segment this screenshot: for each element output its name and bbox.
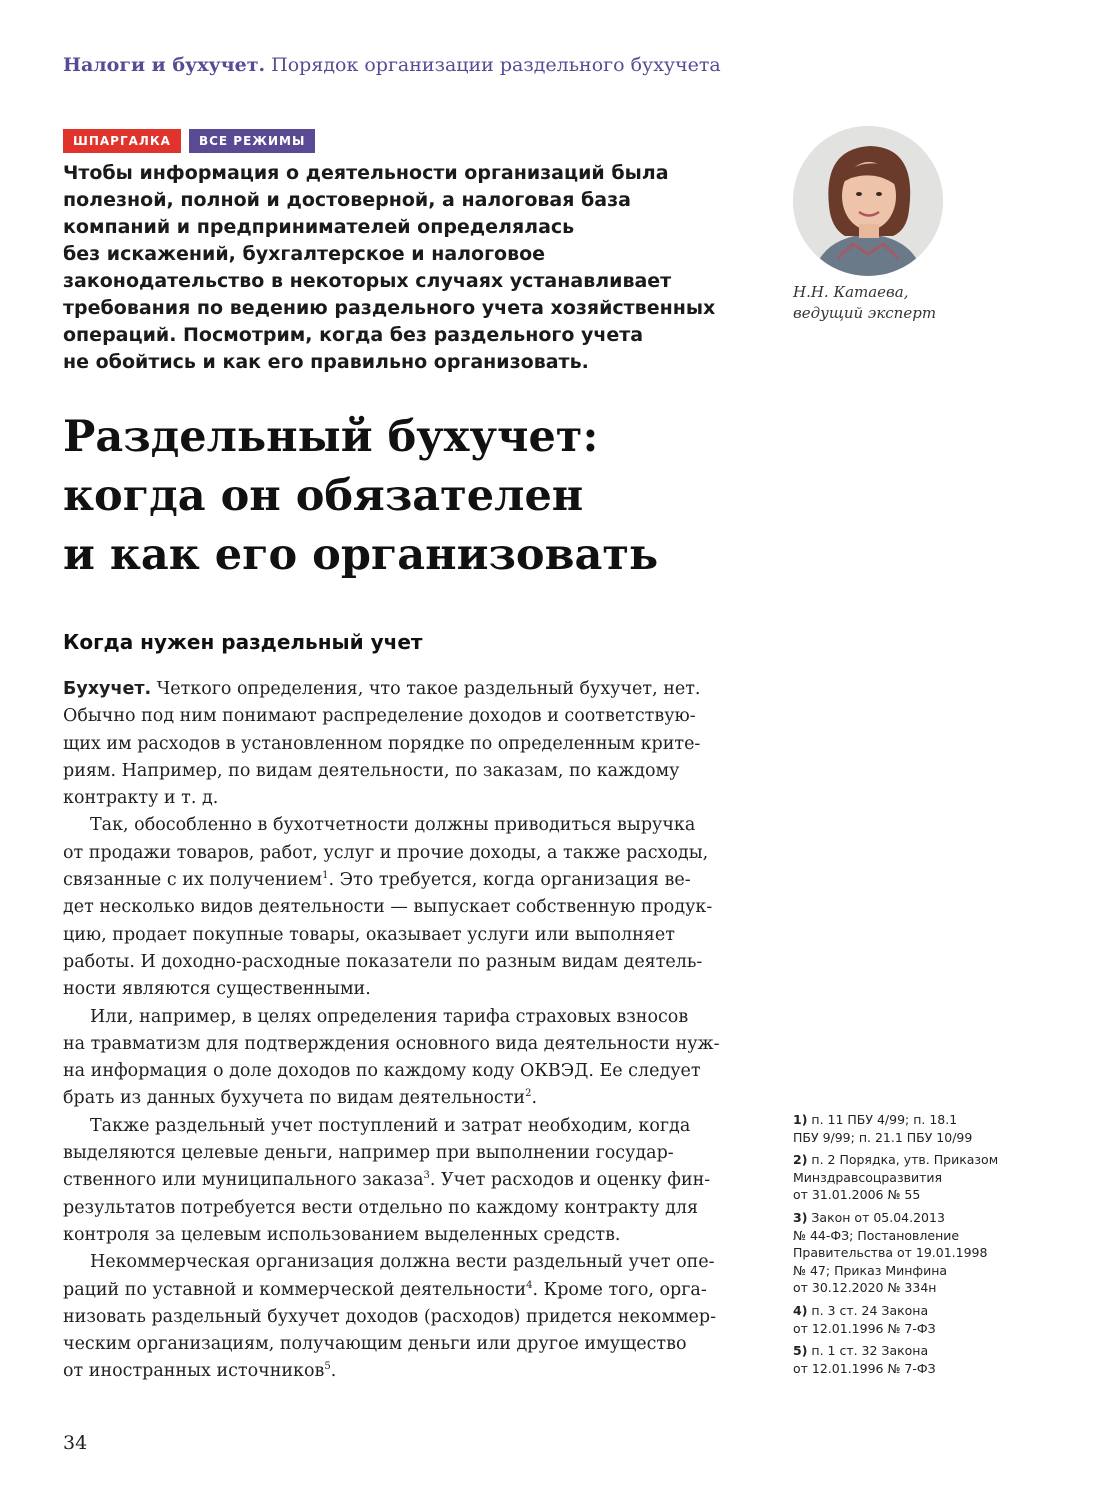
header-topic: Порядок организации раздельного бухучета bbox=[271, 54, 721, 76]
body-line: брать из данных бухучета по видам деятельности$^2$. bbox=[63, 1088, 538, 1109]
tag-row bbox=[63, 129, 315, 153]
body-line: контракту и т. д. bbox=[63, 788, 219, 809]
body-line: Так, обособленно в бухотчетности должны приводиться выручка bbox=[90, 815, 696, 836]
footnote-ref[interactable]: 1 bbox=[322, 870, 329, 882]
footnote-number: 2) bbox=[793, 1152, 808, 1168]
body-line: выделяются целевые деньги, например при выполнении государ- bbox=[63, 1143, 674, 1164]
footnote-ref[interactable]: 2 bbox=[525, 1088, 532, 1100]
lead-line: без искажений, бухгалтерское и налоговое bbox=[63, 243, 546, 265]
lead-line: операций. Посмотрим, когда без раздельного учета bbox=[63, 324, 644, 346]
author-role: ведущий эксперт bbox=[793, 304, 937, 322]
body-line: результатов потребуется вести отдельно по каждому контракту для bbox=[63, 1197, 699, 1218]
footnote-number: 1) bbox=[793, 1112, 808, 1127]
tag-cheatsheet: ШПАРГАЛКА bbox=[63, 129, 181, 153]
page-number: 34 bbox=[63, 1432, 88, 1454]
body-line: Некоммерческая организация должна вести раздельный учет опе- bbox=[90, 1252, 715, 1273]
footnote: 1) п. 11 ПБУ 4/99; п. 18.1 ПБУ 9/99; п. 21.1 ПБУ 10/99 bbox=[793, 1112, 973, 1145]
footnote: 5) п. 1 ст. 32 Закона от 12.01.1996 № 7-ФЗ bbox=[793, 1343, 936, 1376]
body-line: Или, например, в целях определения тарифа страховых взносов bbox=[90, 1006, 689, 1027]
body-line: Бухучет. Четкого определения, что такое раздельный бухучет, нет. bbox=[63, 679, 701, 699]
title-line: и как его организовать bbox=[63, 530, 659, 580]
lead-line: полезной, полной и достоверной, а налоговая база bbox=[63, 189, 631, 211]
running-header bbox=[63, 54, 963, 76]
body-line: на травматизм для подтверждения основного вида деятельности нуж- bbox=[63, 1033, 720, 1054]
footnote: 3) Закон от 05.04.2013 № 44-ФЗ; Постановление Правительства от 19.01.1998 № 47; Приказ Минфина от 30.12.2020 № 334н bbox=[793, 1209, 988, 1296]
footnotes bbox=[793, 1111, 1053, 1382]
lead-paragraph bbox=[63, 160, 763, 376]
footnote-number: 4) bbox=[793, 1302, 808, 1318]
footnote: 2) п. 2 Порядка, утв. Приказом Минздравсоцразвития от 31.01.2006 № 55 bbox=[793, 1152, 999, 1203]
body-line: Также раздельный учет поступлений и затрат необходим, когда bbox=[90, 1115, 691, 1136]
lead-line: законодательство в некоторых случаях устанавливает bbox=[63, 270, 672, 292]
body-line: щих им расходов в установленном порядке по определенным крите- bbox=[63, 733, 701, 754]
body-line: ственного или муниципального заказа$^3$. Учет расходов и оценку фин- bbox=[63, 1170, 711, 1191]
body-line: связанные с их получением$^1$. Это требуется, когда организация ве- bbox=[63, 870, 691, 891]
lead-line: Чтобы информация о деятельности организаций была bbox=[63, 162, 669, 184]
lead-line: компаний и предпринимателей определялась bbox=[63, 216, 575, 238]
footnote-ref[interactable]: 5 bbox=[324, 1361, 331, 1373]
body-line: дет несколько видов деятельности — выпускает собственную продук- bbox=[63, 897, 713, 918]
title-line: когда он обязателен bbox=[63, 471, 584, 521]
section-heading: Когда нужен раздельный учет bbox=[63, 630, 423, 654]
tag-all-regimes: ВСЕ РЕЖИМЫ bbox=[189, 129, 315, 153]
body-line: цию, продает покупные товары, оказывает услуги или выполняет bbox=[63, 924, 675, 945]
body-line: ческим организациям, получающим деньги или другое имущество bbox=[63, 1334, 687, 1355]
body-line: на информация о доле доходов по каждому коду ОКВЭД. Ее следует bbox=[63, 1061, 701, 1082]
article-title bbox=[63, 408, 783, 585]
author-name: Н.Н. Катаева, bbox=[793, 283, 909, 301]
body-line: от иностранных источников$^5$. bbox=[63, 1361, 337, 1382]
body-line: Обычно под ним понимают распределение доходов и соответствую- bbox=[63, 706, 696, 727]
footnote-number: 5) bbox=[793, 1343, 808, 1359]
body-line: от продажи товаров, работ, услуг и прочие доходы, а также расходы, bbox=[63, 842, 709, 863]
lead-line: требования по ведению раздельного учета хозяйственных bbox=[63, 297, 716, 319]
author-portrait-image bbox=[793, 126, 943, 276]
footnote-ref[interactable]: 4 bbox=[526, 1279, 533, 1291]
body-line: ности являются существенными. bbox=[63, 979, 371, 1000]
author-photo bbox=[793, 126, 943, 276]
footnote: 4) п. 3 ст. 24 Закона от 12.01.1996 № 7-ФЗ bbox=[793, 1302, 936, 1336]
body-line: раций по уставной и коммерческой деятельности$^4$. Кроме того, орга- bbox=[63, 1279, 707, 1300]
body-line: работы. И доходно-расходные показатели по разным видам деятель- bbox=[63, 951, 703, 972]
header-section: Налоги и бухучет. bbox=[63, 54, 266, 76]
lead-in-bold: Бухучет. bbox=[63, 679, 152, 699]
author-caption bbox=[793, 282, 936, 324]
body-line: риям. Например, по видам деятельности, по заказам, по каждому bbox=[63, 760, 680, 781]
body-line: контроля за целевым использованием выделенных средств. bbox=[63, 1224, 621, 1245]
title-line: Раздельный бухучет: bbox=[63, 412, 599, 462]
lead-line: не обойтись и как его правильно организовать. bbox=[63, 351, 589, 373]
article-body bbox=[63, 676, 743, 1386]
body-line: низовать раздельный бухучет доходов (расходов) придется некоммер- bbox=[63, 1306, 717, 1327]
footnote-number: 3) bbox=[793, 1209, 808, 1225]
footnote-ref[interactable]: 3 bbox=[423, 1170, 430, 1182]
